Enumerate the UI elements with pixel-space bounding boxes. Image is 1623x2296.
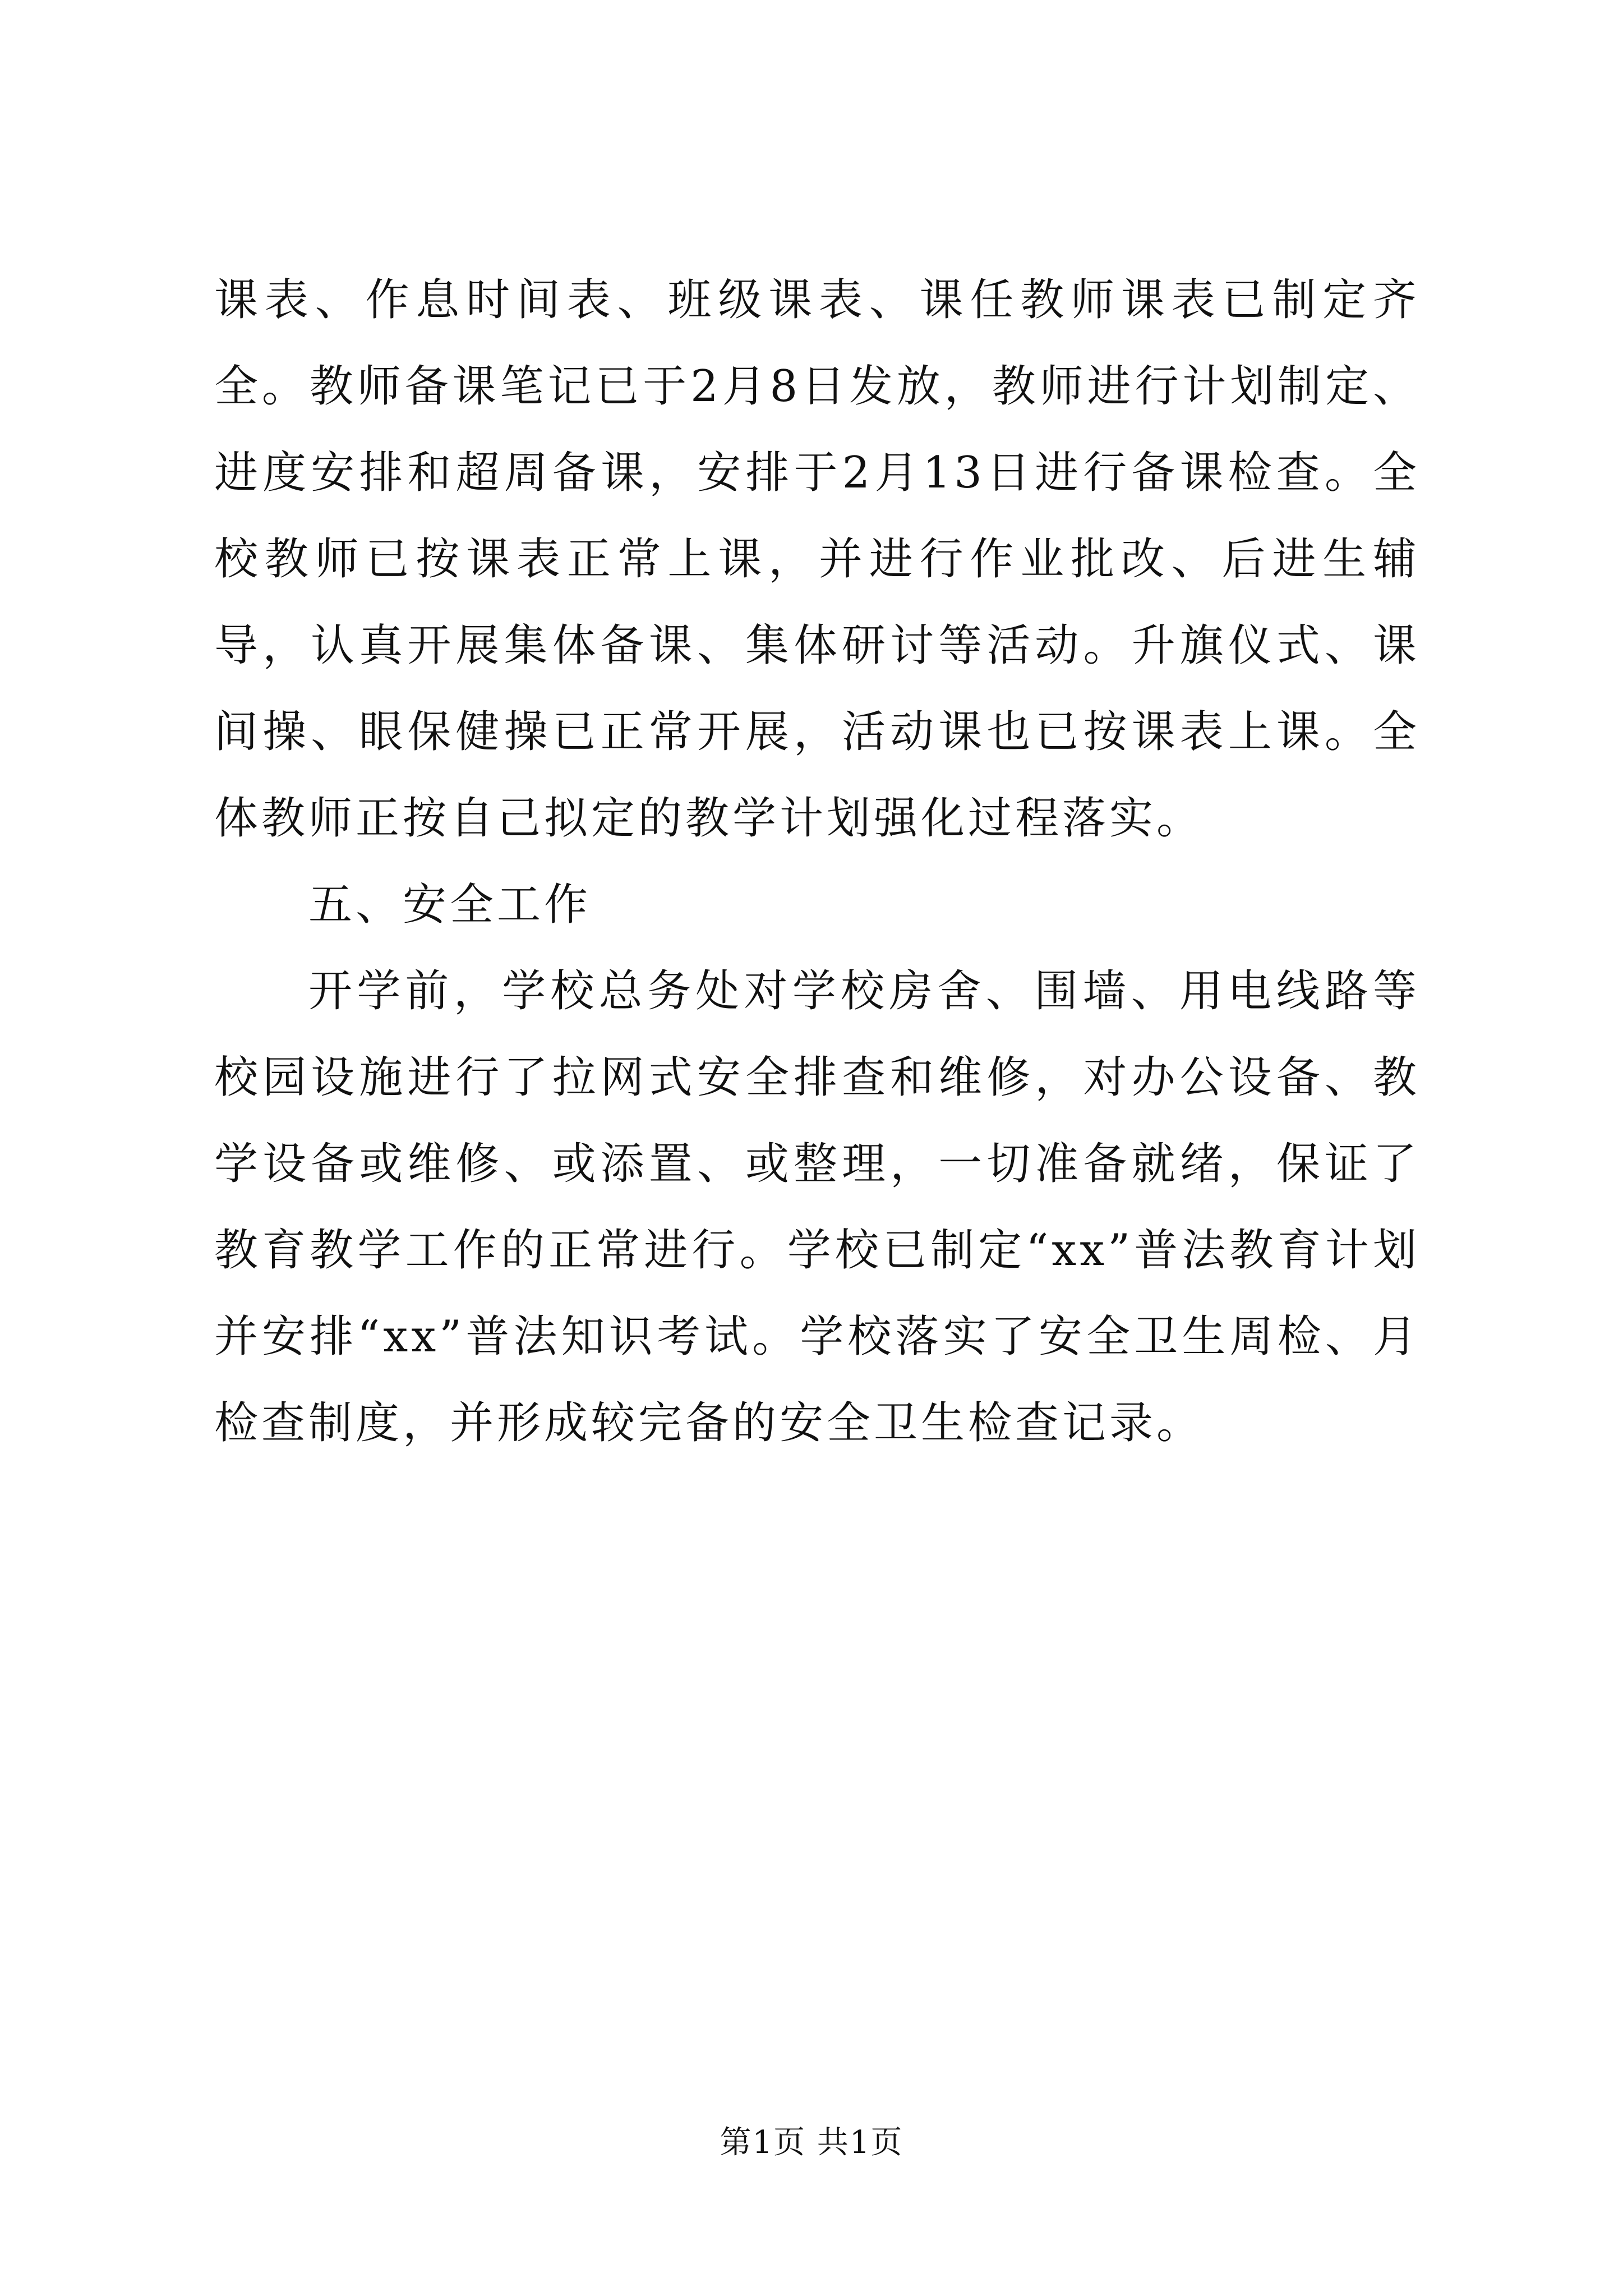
paragraph-teaching-progress: 课表、作息时间表、班级课表、课任教师课表已制定齐全。教师备课笔记已于2月8日发放，教师进行计划制定、进度安排和超周备课，安排于2月13日进行备课检查。全校教师已按课表正常上课，并进行作业批改、后进生辅导，认真开展集体备课、集体研讨等活动。升旗仪式、课间操、眼保健操已正常开展，活动课也已按课表上课。全体教师正按自己拟定的教学计划强化过程落实。: [214, 275, 1420, 844]
section-heading-safety: 五、安全工作: [308, 880, 592, 930]
paragraph-safety-work: 开学前，学校总务处对学校房舍、围墙、用电线路等校园设施进行了拉网式安全排查和维修，对办公设备、教学设备或维修、或添置、或整理，一切准备就绪，保证了教育教学工作的正常进行。学校已制定“xx”普法教育计划并安排“xx”普法知识考试。学校落实了安全卫生周检、月检查制度，并形成较完备的安全卫生检查记录。: [214, 966, 1420, 1448]
page-footer: 第1页 共1页: [720, 2124, 903, 2161]
document-body: [214, 257, 1420, 1466]
